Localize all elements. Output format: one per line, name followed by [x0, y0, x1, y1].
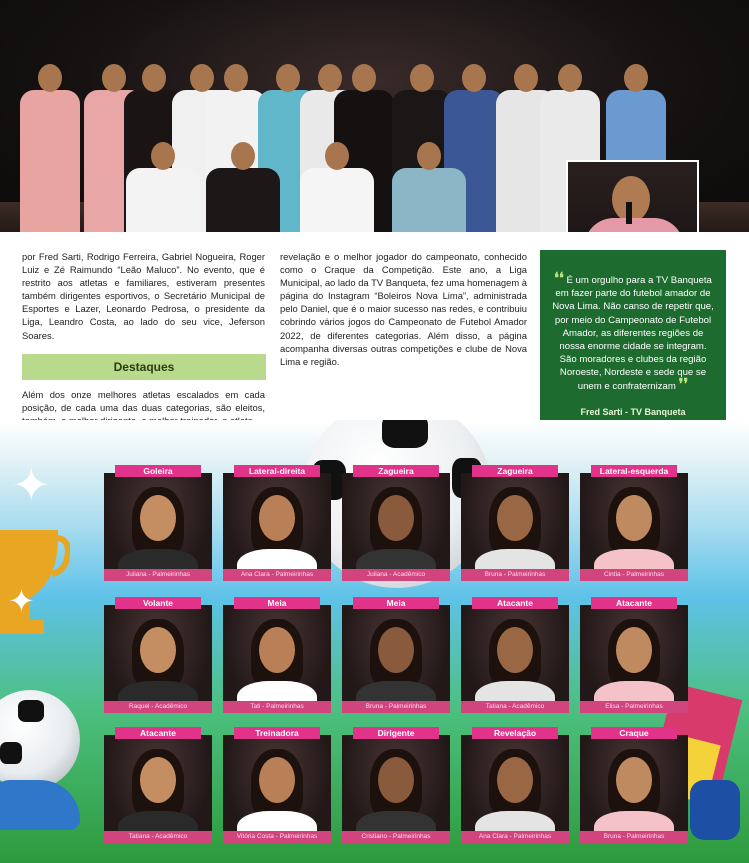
- player-name-label: Cintia - Palmeirinhas: [580, 569, 688, 581]
- person-head: [276, 64, 300, 92]
- player-card: [456, 597, 574, 722]
- player-name-label: Cristiano - Palmeirinhas: [342, 831, 450, 843]
- player-name-label: Bruna - Palmeirinhas: [342, 701, 450, 713]
- person: [20, 32, 80, 232]
- group-photo: [0, 0, 749, 232]
- microphone-icon: [626, 202, 632, 224]
- sparkle-icon: ✦: [12, 459, 51, 511]
- player-photo: [342, 605, 450, 713]
- player-photo: [461, 735, 569, 843]
- person-head: [514, 64, 538, 92]
- person: [392, 122, 466, 232]
- player-face: [378, 757, 414, 803]
- player-face: [497, 495, 533, 541]
- player-photo: [580, 473, 688, 581]
- person-head: [224, 64, 248, 92]
- player-card: [337, 465, 455, 590]
- player-photo: [223, 735, 331, 843]
- player-name-label: Tati - Palmeirinhas: [223, 701, 331, 713]
- player-face: [259, 495, 295, 541]
- person-body: [206, 168, 280, 232]
- person-head: [38, 64, 62, 92]
- article-column-2: revelação e o melhor jogador do campeonato, conhecido como o Craque da Competição. Este ano, a Liga Municipal, ao lado da TV Banqueta, fez uma homenagem à página do Instagram “Boleiros Nova Lima”, administrada pelo Daniel, que é o maior sucesso nas redes, e contribuiu cobrindo vários jogos do Campeonato de Futebol Amador 2022, de diferentes categorias. Além disso, a página acompanha diversas outras competições e clube de Nova Lima e região.: [280, 251, 527, 367]
- player-face: [378, 627, 414, 673]
- player-name-label: Tatiana - Acadêmico: [104, 831, 212, 843]
- speaker-inset-photo: [566, 160, 699, 232]
- player-face: [259, 627, 295, 673]
- player-face: [616, 495, 652, 541]
- player-name-label: Raquel - Acadêmico: [104, 701, 212, 713]
- article-column-1-continued: Além dos onze melhores atletas escalados em cada posição, de cada uma das duas categorias, são eleitos,: [22, 389, 265, 414]
- player-position-label: Volante: [115, 597, 201, 609]
- person-head: [410, 64, 434, 92]
- quote-author: Fred Sarti - TV Banqueta: [580, 406, 686, 417]
- player-face: [497, 627, 533, 673]
- player-photo: [342, 735, 450, 843]
- person-head: [624, 64, 648, 92]
- person-body: [300, 168, 374, 232]
- close-quote-icon: ❜❜: [678, 375, 689, 393]
- player-position-label: Atacante: [115, 727, 201, 739]
- camera-icon: [690, 780, 740, 840]
- ball-panel: [0, 742, 22, 764]
- player-card: [456, 465, 574, 590]
- player-face: [140, 757, 176, 803]
- soccer-ball-icon: [0, 690, 80, 790]
- player-name-label: Elisa - Palmeirinhas: [580, 701, 688, 713]
- speaker-shirt: [584, 218, 684, 232]
- player-name-label: Bruna - Palmeirinhas: [461, 569, 569, 581]
- person-head: [231, 142, 255, 170]
- player-name-label: Bruna - Palmeirinhas: [580, 831, 688, 843]
- pull-quote: [540, 250, 726, 437]
- player-photo: [104, 735, 212, 843]
- player-position-label: Meia: [353, 597, 439, 609]
- player-position-label: Zagueira: [353, 465, 439, 477]
- player-face: [140, 627, 176, 673]
- player-photo: [461, 473, 569, 581]
- player-face: [616, 757, 652, 803]
- player-position-label: Dirigente: [353, 727, 439, 739]
- player-face: [259, 757, 295, 803]
- person: [126, 122, 200, 232]
- person: [300, 122, 374, 232]
- person-body: [126, 168, 200, 232]
- player-card: [99, 465, 217, 590]
- player-name-label: Tatiana - Acadêmico: [461, 701, 569, 713]
- person-head: [151, 142, 175, 170]
- player-photo: [342, 473, 450, 581]
- person-head: [417, 142, 441, 170]
- player-card: [575, 597, 693, 722]
- cleat-icon: [0, 780, 80, 830]
- player-photo: [104, 605, 212, 713]
- section-title-destaques: Destaques: [22, 354, 266, 380]
- player-photo: [104, 473, 212, 581]
- player-face: [140, 495, 176, 541]
- player-photo: [461, 605, 569, 713]
- quote-text: [552, 270, 714, 393]
- person-head: [462, 64, 486, 92]
- person-head: [102, 64, 126, 92]
- ball-panel: [382, 420, 428, 448]
- person-head: [558, 64, 582, 92]
- player-name-label: Vitória Costa - Palmeirinhas: [223, 831, 331, 843]
- player-card: [99, 727, 217, 852]
- player-position-label: Revelação: [472, 727, 558, 739]
- player-face: [378, 495, 414, 541]
- player-card: [218, 727, 336, 852]
- open-quote-icon: ❛❛: [554, 270, 564, 287]
- person-head: [142, 64, 166, 92]
- article-column-1: por Fred Sarti, Rodrigo Ferreira, Gabriel Nogueira, Roger Luiz e Zé Raimundo “Leão Maluco”. No evento, que é restrito aos atletas e familiares, estiveram presentes também dirigentes esportivos, o Secretário Municipal de Esportes e Lazer, Leonardo Pedrosa, o presidente da Liga, Leandro Costa, ao lado do seu vice, Jeferson Soares.: [22, 251, 265, 341]
- player-photo: [223, 473, 331, 581]
- ball-panel: [18, 700, 44, 722]
- player-photo: [223, 605, 331, 713]
- person-head: [352, 64, 376, 92]
- person-head: [325, 142, 349, 170]
- player-position-label: Goleira: [115, 465, 201, 477]
- quote-body: É um orgulho para a TV Banqueta em fazer parte do futebol amador de Nova Lima. Não canso de repetir que, por meio do Campeonato de Futebol Amador, as diferentes regiões de nossa enorme cidade se integram. São moradores e clubes da região Noroeste, Nordeste e sede que se unem e confraternizam: [552, 275, 714, 392]
- player-name-label: Juliana - Palmeirinhas: [104, 569, 212, 581]
- person-body: [20, 90, 80, 232]
- player-position-label: Atacante: [591, 597, 677, 609]
- player-position-label: Zagueira: [472, 465, 558, 477]
- player-name-label: Ana Clara - Palmeirinhas: [461, 831, 569, 843]
- player-position-label: Lateral-esquerda: [591, 465, 677, 477]
- player-position-label: Treinadora: [234, 727, 320, 739]
- player-card: [218, 597, 336, 722]
- player-card: [456, 727, 574, 852]
- player-photo: [580, 605, 688, 713]
- player-position-label: Atacante: [472, 597, 558, 609]
- player-card: [99, 597, 217, 722]
- person-body: [392, 168, 466, 232]
- player-position-label: Meia: [234, 597, 320, 609]
- player-name-label: Juliana - Acadêmico: [342, 569, 450, 581]
- player-card: [575, 465, 693, 590]
- player-position-label: Craque: [591, 727, 677, 739]
- player-position-label: Lateral-direita: [234, 465, 320, 477]
- player-card: [337, 727, 455, 852]
- player-card: [337, 597, 455, 722]
- player-card: [575, 727, 693, 852]
- player-photo: [580, 735, 688, 843]
- player-card: [218, 465, 336, 590]
- person: [206, 122, 280, 232]
- player-face: [497, 757, 533, 803]
- sparkle-icon: ✦: [8, 583, 35, 619]
- player-face: [616, 627, 652, 673]
- player-name-label: Ana Clara - Palmeirinhas: [223, 569, 331, 581]
